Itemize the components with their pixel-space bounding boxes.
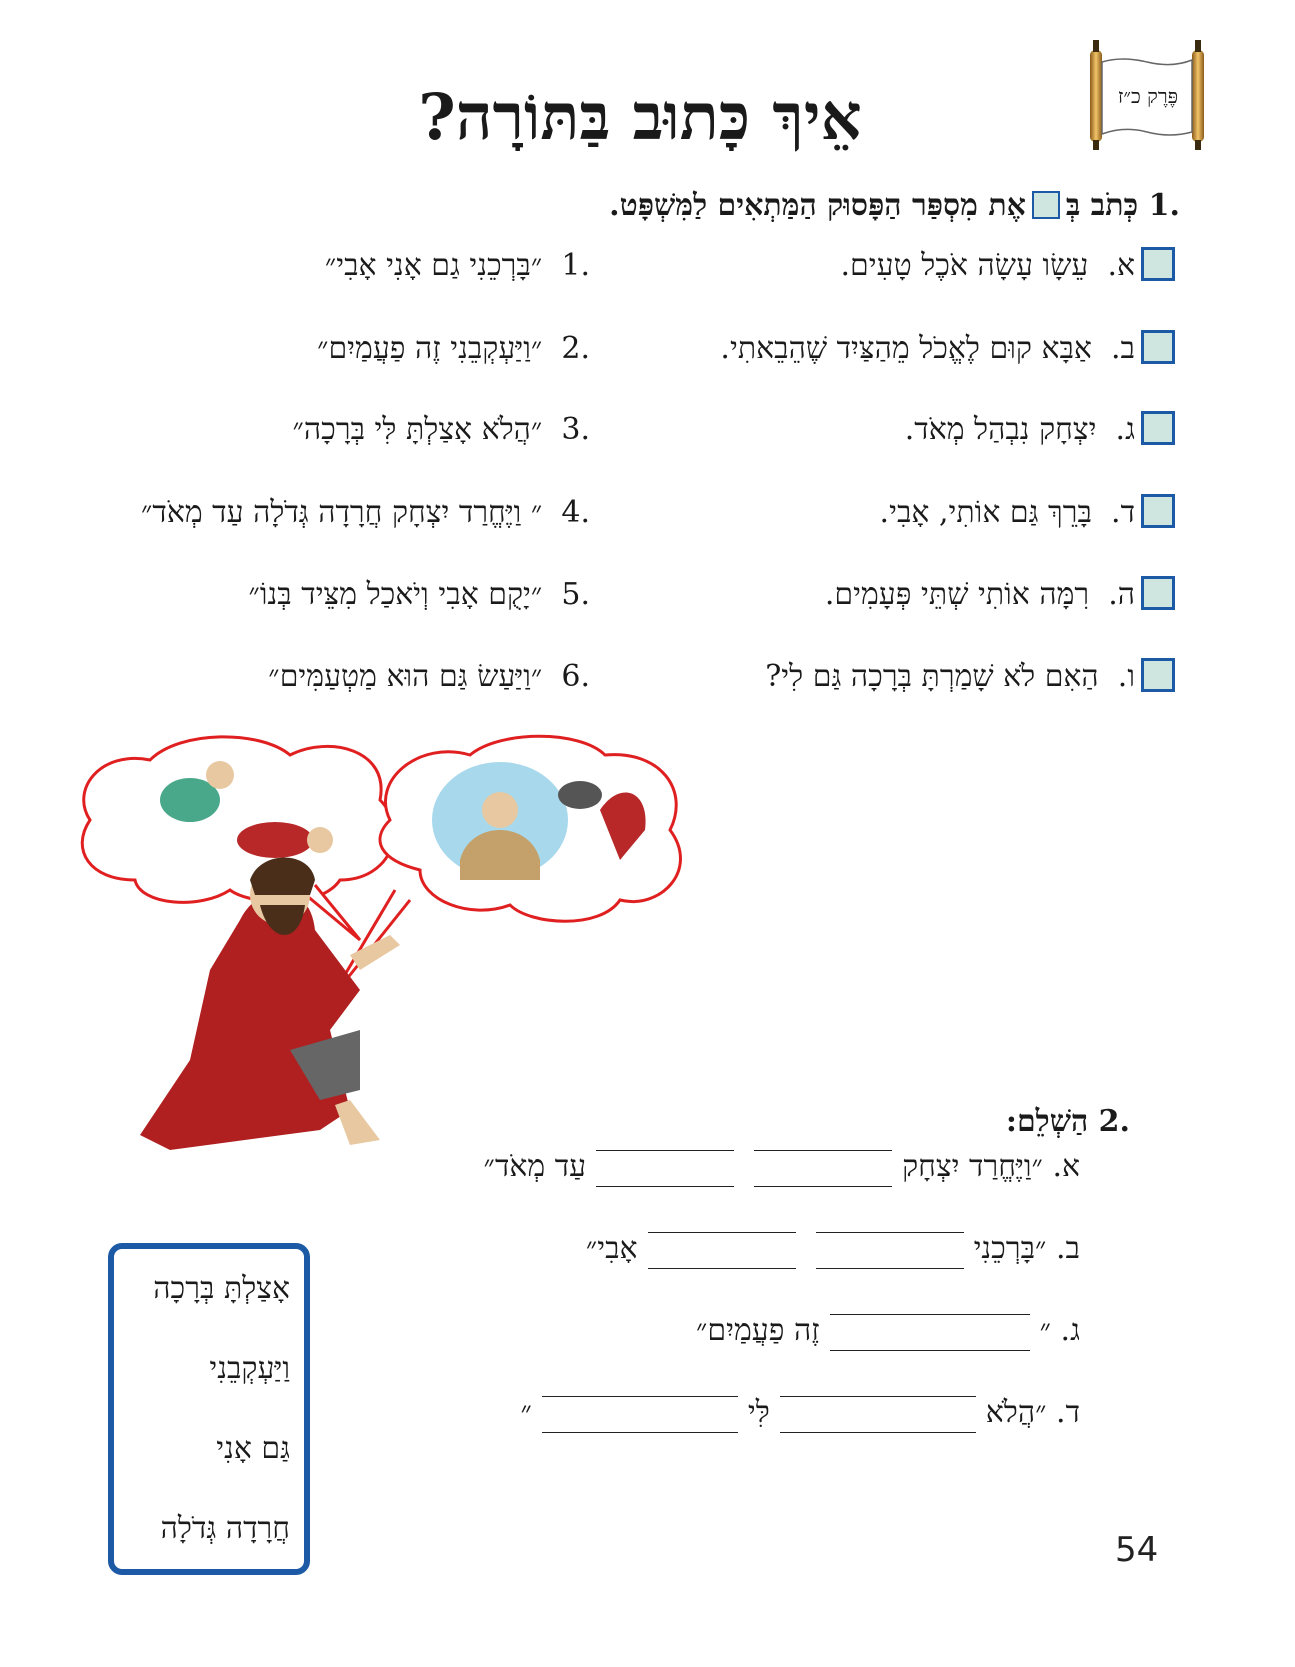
answer-box[interactable] — [1141, 576, 1175, 610]
verse-item — [325, 246, 590, 286]
fill-letter: ד. — [1056, 1395, 1080, 1430]
verse-item — [317, 329, 590, 369]
chapter-label: פֶּרֶק כ״ז — [1117, 84, 1179, 108]
blank-line[interactable] — [596, 1156, 734, 1187]
verse-text: ״יָקֻם אָבִי וְיֹאכַל מִצֵּיד בְּנוֹ״ — [248, 577, 543, 612]
sentence-letter: ו. — [1117, 659, 1135, 694]
fill-start: ״הֲלֹא — [985, 1395, 1047, 1430]
thought-cloud-left — [82, 737, 394, 903]
sentence-item — [905, 410, 1175, 451]
fill-row — [696, 1311, 1080, 1351]
blank-line[interactable] — [648, 1238, 796, 1269]
fill-letter: ג. — [1060, 1313, 1080, 1348]
sentence-text: בָּרֵךְ גַּם אוֹתִי, אָבִי. — [879, 495, 1092, 530]
verse-number: .3 — [561, 412, 590, 447]
fill-start: ״בָּרְכֵנִי — [973, 1231, 1047, 1266]
verse-item — [293, 410, 590, 450]
instruction-text-after: אֶת מִסְפַּר הַפָּסוּק הַמַּתְאִים לַמִּשְׁפָּט. — [609, 188, 1026, 223]
verse-text: ״וַיַּעְקְבֵנִי זֶה פַעֲמַיִם״ — [317, 331, 543, 366]
answer-box[interactable] — [1141, 330, 1175, 364]
sentence-text: רִמָּה אוֹתִי שְׁתֵּי פְּעָמִים. — [824, 577, 1090, 612]
word-bank — [108, 1243, 310, 1575]
fill-row — [484, 1147, 1080, 1187]
blank-line[interactable] — [754, 1156, 892, 1187]
section1-number: .1 — [1148, 188, 1180, 223]
verse-text: ״וַיַּעַשׂ גַּם הוּא מַטְעַמִּים״ — [268, 659, 543, 694]
sentence-text: עֵשָׂו עָשָׂה אֹכֶל טָעִים. — [840, 248, 1089, 283]
sentence-letter: ה. — [1108, 577, 1135, 612]
blank-line[interactable] — [542, 1402, 738, 1433]
section2-title — [1006, 1104, 1130, 1139]
fill-letter: א. — [1052, 1149, 1080, 1184]
sentence-text: יִצְחָק נִבְהַל מְאֹד. — [904, 412, 1097, 447]
verse-item — [141, 493, 590, 533]
fill-start: ״ — [1039, 1313, 1051, 1348]
sentence-letter: ב. — [1111, 331, 1135, 366]
sentence-letter: א. — [1107, 248, 1135, 283]
page-number: 54 — [1115, 1530, 1159, 1570]
fill-end: זֶה פַעֲמַיִם״ — [695, 1313, 820, 1348]
word-bank-item: אָצַלְתָּ בְּרָכָה — [153, 1271, 290, 1306]
sentence-item — [840, 246, 1175, 287]
chapter-badge — [1082, 40, 1212, 150]
instruction-text-before: כְּתֹב בְּ — [1065, 188, 1139, 223]
verse-number: .6 — [561, 659, 590, 694]
fill-end: עַד מְאֹד״ — [483, 1149, 587, 1184]
fill-end: אָבִי״ — [585, 1231, 638, 1266]
blank-line[interactable] — [780, 1402, 976, 1433]
word-bank-item: חֲרָדָה גְּדֹלָה — [160, 1511, 290, 1546]
answer-box[interactable] — [1141, 494, 1175, 528]
section2-number: .2 — [1098, 1104, 1130, 1139]
checkbox-sample-icon — [1032, 191, 1060, 219]
verse-text: ״הֲלֹא אָצַלְתָּ לִּי בְּרָכָה״ — [292, 412, 543, 447]
sentence-text: הַאִם לֹא שָׁמַרְתָּ בְּרָכָה גַּם לִי? — [765, 659, 1099, 694]
verse-item — [268, 657, 590, 697]
sentence-item — [880, 493, 1175, 534]
section2-title-text: הַשְׁלֵם: — [1005, 1104, 1089, 1139]
fill-letter: ב. — [1056, 1231, 1080, 1266]
verse-number: .4 — [561, 495, 590, 530]
answer-box[interactable] — [1141, 411, 1175, 445]
verse-text: ״ וַיֶּחֱרַד יִצְחָק חֲרָדָה גְּדֹלָה עַד מְאֹד״ — [141, 495, 543, 530]
sentence-text: אַבָּא קוּם לֶאֱכֹל מֵהַצַּיִד שֶׁהֵבֵאתִי. — [720, 331, 1092, 366]
sentence-item — [765, 657, 1175, 698]
verse-item — [248, 575, 590, 615]
word-bank-item: גַּם אָנִי — [216, 1431, 290, 1466]
verse-number: .2 — [561, 331, 590, 366]
sentence-item — [825, 575, 1175, 616]
blank-line[interactable] — [816, 1238, 964, 1269]
fill-middle: לִּי — [747, 1395, 770, 1430]
blank-line[interactable] — [830, 1320, 1030, 1351]
sentence-letter: ד. — [1111, 495, 1135, 530]
sentence-letter: ג. — [1115, 412, 1135, 447]
fill-start: ״וַיֶּחֱרַד יִצְחָק — [902, 1149, 1043, 1184]
answer-box[interactable] — [1141, 247, 1175, 281]
verse-number: .1 — [561, 248, 590, 283]
fill-row — [520, 1393, 1080, 1433]
verse-number: .5 — [561, 577, 590, 612]
section1-instruction — [130, 184, 1180, 228]
fill-end: ״ — [520, 1395, 532, 1430]
sentence-item — [720, 329, 1175, 370]
verse-text: ״בָּרְכֵנִי גַם אָנִי אָבִי״ — [324, 248, 543, 283]
page-title: אֵיךְ כָּתוּב בַּתּוֹרָה? — [418, 80, 862, 155]
fill-row — [586, 1229, 1080, 1269]
answer-box[interactable] — [1141, 658, 1175, 692]
word-bank-item: וַיַּעְקְבֵנִי — [209, 1351, 290, 1386]
